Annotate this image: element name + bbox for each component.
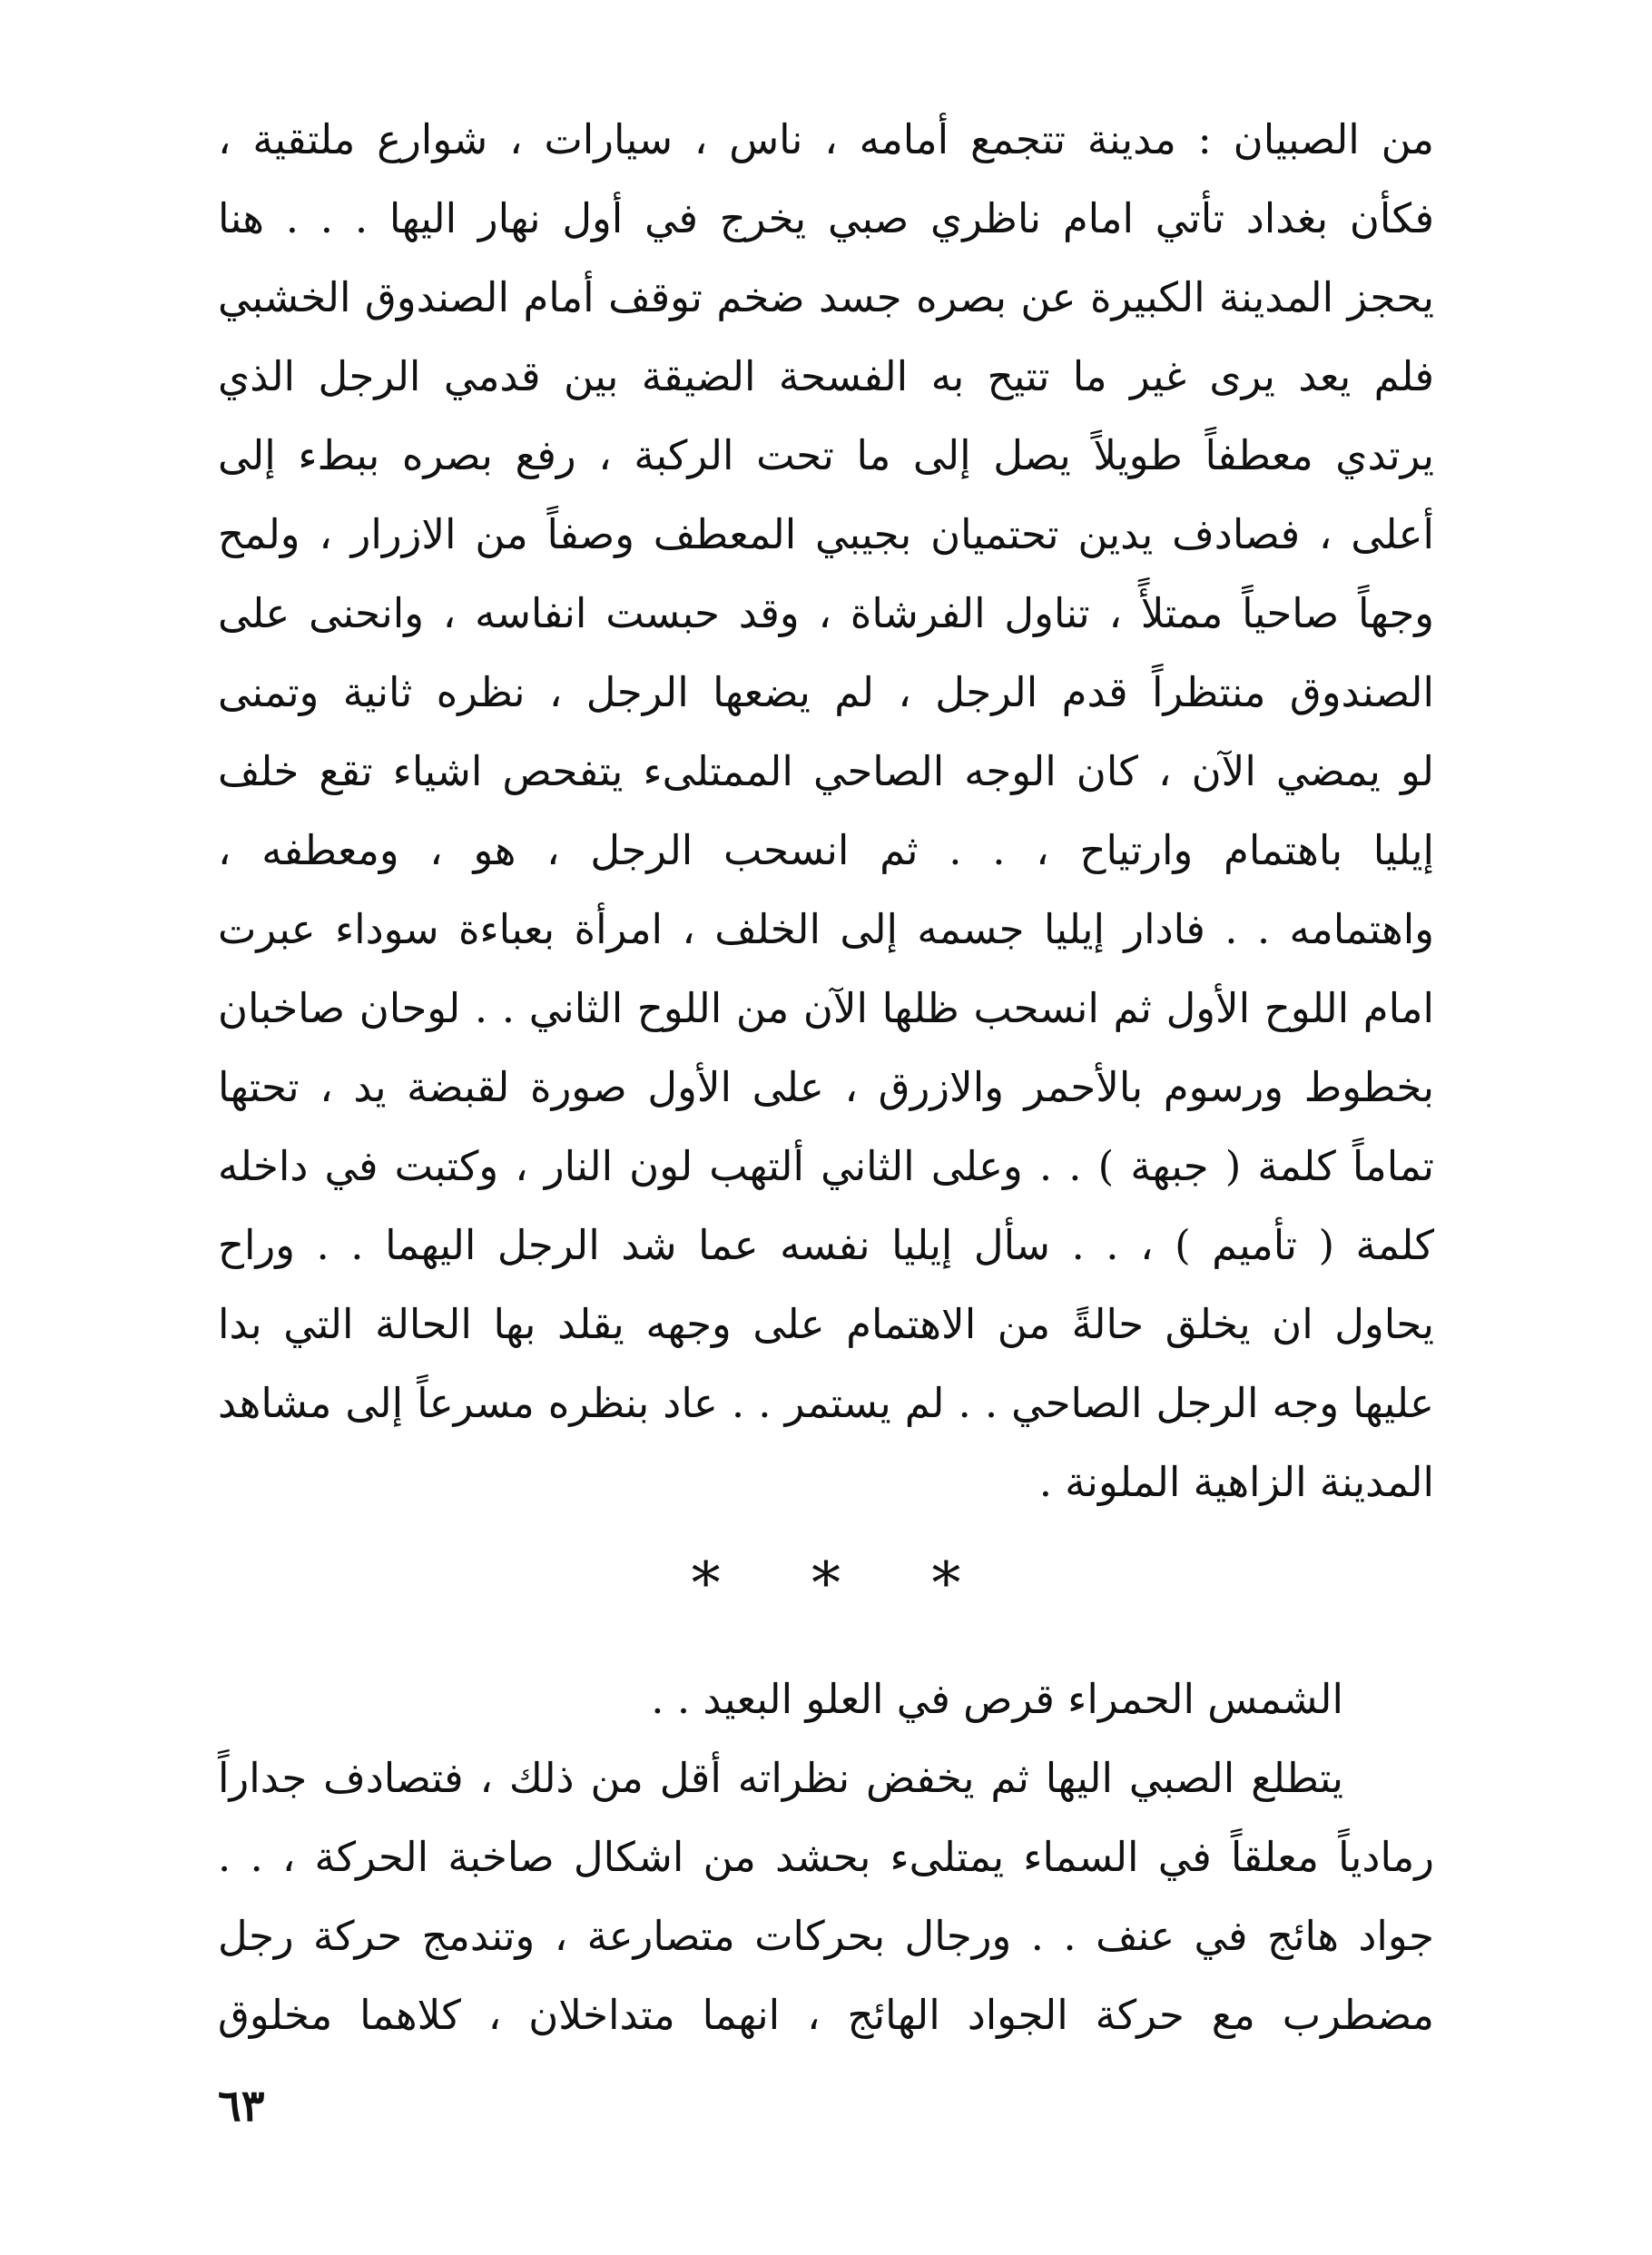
asterisk-icon: *	[811, 1551, 841, 1618]
asterisk-icon: *	[931, 1551, 961, 1618]
text-line: فلم يعد يرى غير ما تتيح به الفسحة الضيقة بين قدمي الرجل الذي	[218, 352, 1434, 400]
text-line: يرتدي معطفاً طويلاً يصل إلى ما تحت الركبة ، رفع بصره ببطء إلى	[218, 431, 1434, 479]
text-line: يتطلع الصبي اليها ثم يخفض نظراته أقل من ذلك ، فتصادف جداراً	[218, 1754, 1343, 1802]
text-line: واهتمامه . . فادار إيليا جسمه إلى الخلف ، امرأة بعباءة سوداء عبرت	[218, 905, 1434, 953]
asterisk-icon: *	[691, 1551, 721, 1618]
text-line: بخطوط ورسوم بالأحمر والازرق ، على الأول صورة لقبضة يد ، تحتها	[218, 1063, 1434, 1111]
text-line: تماماً كلمة ( جبهة ) . . وعلى الثاني ألتهب لون النار ، وكتبت في داخله	[218, 1142, 1434, 1190]
text-line: من الصبيان : مدينة تتجمع أمامه ، ناس ، سيارات ، شوارع ملتقية ،	[218, 115, 1434, 163]
text-line: لو يمضي الآن ، كان الوجه الصاحي الممتلىء يتفحص اشياء تقع خلف	[218, 747, 1434, 795]
text-line: مضطرب مع حركة الجواد الهائج ، انهما متداخلان ، كلاهما مخلوق	[218, 1991, 1434, 2039]
text-line: الشمس الحمراء قرص في العلو البعيد . .	[651, 1675, 1343, 1723]
text-line: امام اللوح الأول ثم انسحب ظلها الآن من اللوح الثاني . . لوحان صاخبان	[218, 984, 1434, 1032]
page-body-continued	[218, 1659, 1434, 2054]
text-line: يحجز المدينة الكبيرة عن بصره جسد ضخم توقف أمام الصندوق الخشبي	[218, 273, 1434, 321]
text-line: كلمة ( تأميم ) ، . . سأل إيليا نفسه عما شد الرجل اليهما . . وراح	[218, 1221, 1434, 1269]
text-line: أعلى ، فصادف يدين تحتميان بجيبي المعطف وصفاً من الازرار ، ولمح	[218, 510, 1434, 558]
text-line: الصندوق منتظراً قدم الرجل ، لم يضعها الرجل ، نظره ثانية وتمنى	[218, 668, 1434, 716]
section-separator	[0, 1543, 1652, 1625]
text-line: عليها وجه الرجل الصاحي . . لم يستمر . . عاد بنظره مسرعاً إلى مشاهد	[218, 1379, 1434, 1427]
page-body	[218, 100, 1434, 1521]
text-line: المدينة الزاهية الملونة .	[1038, 1458, 1434, 1506]
text-line: رمادياً معلقاً في السماء يمتلىء بحشد من اشكال صاخبة الحركة ، . .	[218, 1833, 1434, 1881]
text-line: وجهاً صاحياً ممتلأً ، تناول الفرشاة ، وقد حبست انفاسه ، وانحنى على	[218, 589, 1434, 637]
text-line: فكأن بغداد تأتي امام ناظري صبي يخرج في أول نهار اليها . . . هنا	[218, 194, 1434, 242]
text-line: إيليا باهتمام وارتياح ، . . ثم انسحب الرجل ، هو ، ومعطفه ،	[218, 826, 1434, 874]
text-line: يحاول ان يخلق حالةً من الاهتمام على وجهه يقلد بها الحالة التي بدا	[218, 1300, 1434, 1348]
text-line: جواد هائج في عنف . . ورجال بحركات متصارعة ، وتندمج حركة رجل	[218, 1912, 1434, 1960]
page-number: ٦٣	[218, 2081, 265, 2132]
